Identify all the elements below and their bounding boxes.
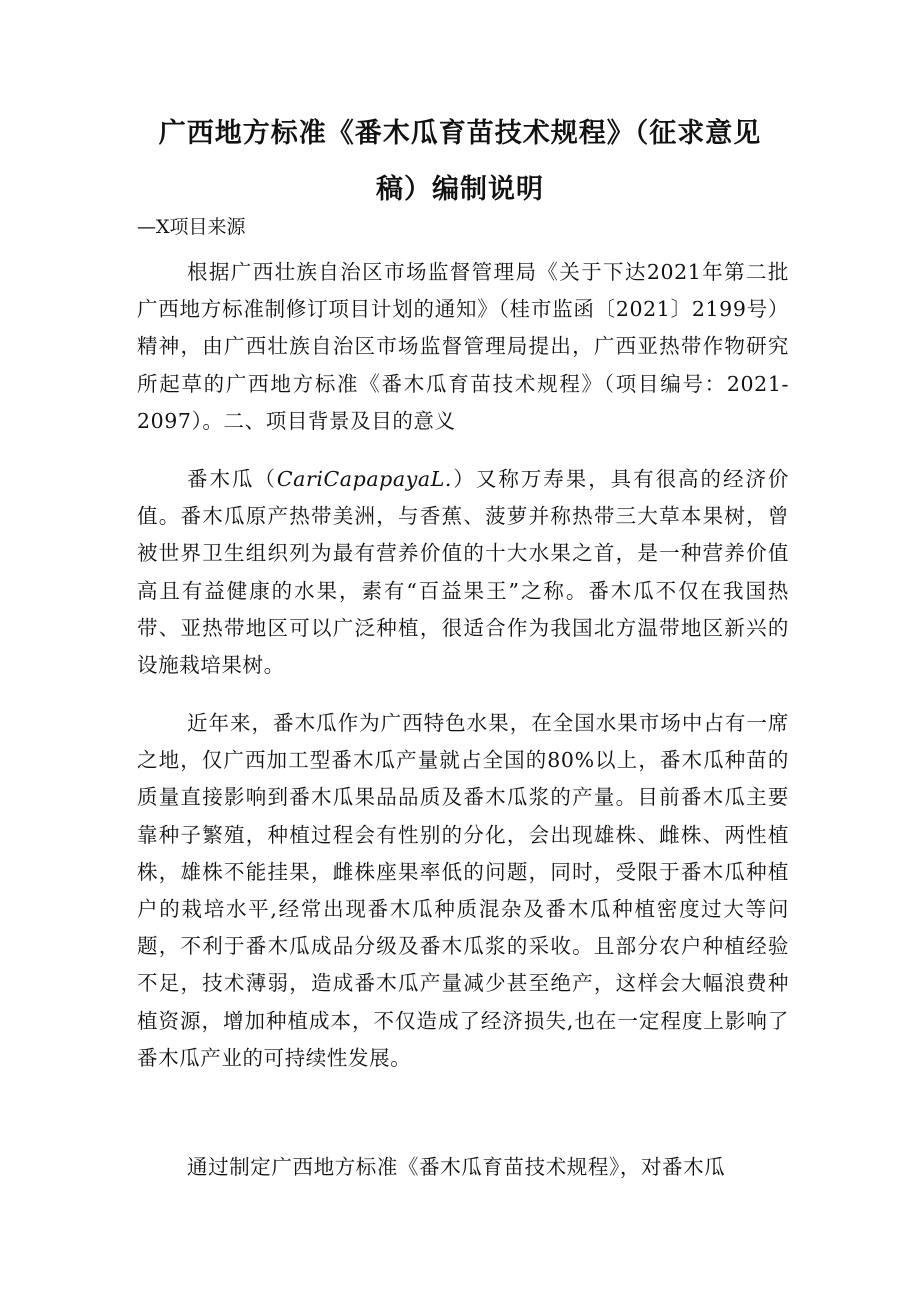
latin-species-name: CariCapapayaL. — [276, 467, 453, 491]
paragraph-papaya-intro — [137, 461, 789, 684]
document-title — [120, 106, 800, 218]
paragraph-background: 近年来，番木瓜作为广西特色水果，在全国水果市场中占有一席之地，仅广西加工型番木瓜产量就占全国的80%以上，番木瓜种苗的质量直接影响到番木瓜果品品质及番木瓜浆的产量。目前番木瓜主要靠种子繁殖，种植过程会有性别的分化，会出现雄株、雌株、两性植株，雄株不能挂果，雌株座果率低的问题，同时，受限于番木瓜种植户的栽培水平,经常出现番木瓜种质混杂及番木瓜种植密度过大等问题，不利于番木瓜成品分级及番木瓜浆的采收。且部分农户种植经验不足，技术薄弱，造成番木瓜产量减少甚至绝产，这样会大幅浪费种植资源，增加种植成本，不仅造成了经济损失,也在一定程度上影响了番木瓜产业的可持续性发展。 — [137, 711, 789, 1070]
paragraph-papaya-intro-start: 番木瓜（ — [187, 467, 277, 491]
paragraph-papaya-intro-rest: ）又称万寿果，具有很高的经济价值。番木瓜原产热带美洲，与香蕉、菠萝并称热带三大草本果树，曾被世界卫生组织列为最有营养价值的十大水果之首，是一种营养价值高且有益健康的水果，素有“百益果王”之称。番木瓜不仅在我国热带、亚热带地区可以广泛种植，很适合作为我国北方温带地区新兴的设施栽培果树。 — [137, 467, 790, 678]
paragraph-project-source: 根据广西壮族自治区市场监督管理局《关于下达2021年第二批广西地方标准制修订项目计划的通知》（桂市监函〔2021〕2199号）精神，由广西壮族自治区市场监督管理局提出，广西亚热带作物研究所起草的广西地方标准《番木瓜育苗技术规程》（项目编号：2021-2097）。二、项目背景及目的意义 — [137, 260, 789, 433]
title-line-2: 稿）编制说明 — [376, 174, 544, 205]
section-heading-project-source: —X项目来源 — [137, 216, 246, 238]
paragraph-purpose: 通过制定广西地方标准《番木瓜育苗技术规程》，对番木瓜 — [187, 1155, 726, 1179]
title-line-1: 广西地方标准《番木瓜育苗技术规程》（征求意见 — [158, 118, 762, 149]
